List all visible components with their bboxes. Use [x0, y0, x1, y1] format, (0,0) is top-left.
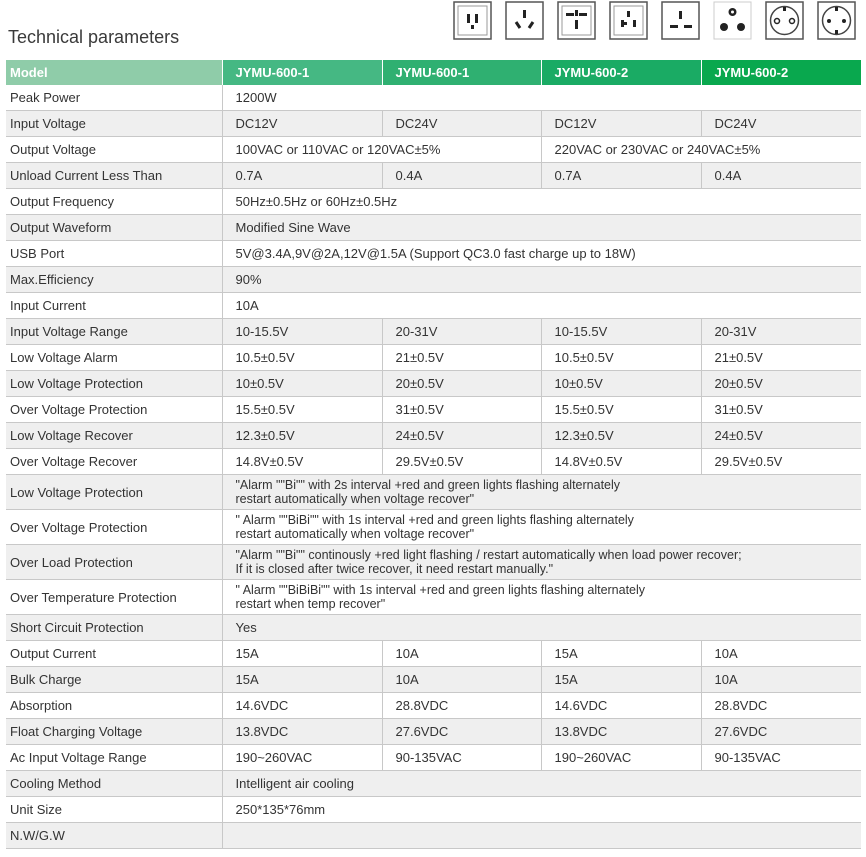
row-value: 0.7A	[222, 163, 382, 189]
row-value: 13.8VDC	[222, 719, 382, 745]
row-value-line: restart when temp recover"	[235, 597, 386, 611]
row-label: Input Current	[6, 293, 222, 319]
row-label: Over Voltage Recover	[6, 449, 222, 475]
row-value: 100VAC or 110VAC or 120VAC±5%	[222, 137, 541, 163]
table-row	[6, 189, 861, 215]
row-value: 20±0.5V	[701, 371, 861, 397]
row-value: 250*135*76mm	[222, 797, 861, 823]
row-label: Input Voltage	[6, 111, 222, 137]
row-value: 90-135VAC	[382, 745, 541, 771]
header-col1: JYMU-600-1	[222, 60, 382, 85]
table-row	[6, 693, 861, 719]
row-value: 10±0.5V	[222, 371, 382, 397]
us-plug-icon	[453, 1, 492, 40]
row-value	[222, 823, 861, 849]
row-value	[222, 580, 861, 615]
row-label: Low Voltage Protection	[6, 475, 222, 510]
row-value: 10A	[222, 293, 861, 319]
row-value-line: " Alarm ""BiBiBi"" with 1s interval +red and green lights flashing alternately	[235, 583, 646, 597]
table-row	[6, 641, 861, 667]
eu-socket-icon	[817, 1, 856, 40]
row-value: 14.6VDC	[222, 693, 382, 719]
row-label: Absorption	[6, 693, 222, 719]
row-value: 21±0.5V	[701, 345, 861, 371]
row-value: 15A	[222, 641, 382, 667]
row-value: 28.8VDC	[701, 693, 861, 719]
row-value: 220VAC or 230VAC or 240VAC±5%	[541, 137, 861, 163]
table-row	[6, 163, 861, 189]
row-value: 13.8VDC	[541, 719, 701, 745]
table-row	[6, 215, 861, 241]
row-value	[222, 545, 861, 580]
row-value: 0.4A	[701, 163, 861, 189]
table-row	[6, 319, 861, 345]
row-value: 0.4A	[382, 163, 541, 189]
row-value: 10A	[382, 641, 541, 667]
row-label: Output Voltage	[6, 137, 222, 163]
row-value: 31±0.5V	[701, 397, 861, 423]
row-value: 15A	[222, 667, 382, 693]
row-label: Over Voltage Protection	[6, 510, 222, 545]
row-value-line: "Alarm ""Bi"" continously +red light flashing / restart automatically when load power recover;	[235, 548, 742, 562]
table-row	[6, 345, 861, 371]
row-value: 31±0.5V	[382, 397, 541, 423]
table-row	[6, 475, 861, 510]
row-label: Over Voltage Protection	[6, 397, 222, 423]
row-value: 29.5V±0.5V	[701, 449, 861, 475]
row-value: 15.5±0.5V	[222, 397, 382, 423]
row-value: 12.3±0.5V	[541, 423, 701, 449]
row-value	[222, 510, 861, 545]
row-value: 10.5±0.5V	[541, 345, 701, 371]
eu-schuko-socket-icon	[765, 1, 804, 40]
table-row	[6, 371, 861, 397]
row-value: 20±0.5V	[382, 371, 541, 397]
row-value: 10A	[701, 667, 861, 693]
row-label: Low Voltage Recover	[6, 423, 222, 449]
row-value: 14.8V±0.5V	[541, 449, 701, 475]
table-row	[6, 510, 861, 545]
row-label: Max.Efficiency	[6, 267, 222, 293]
row-value-line: If it is closed after twice recover, it need restart manually."	[235, 562, 554, 576]
row-value: 14.6VDC	[541, 693, 701, 719]
row-value: DC24V	[382, 111, 541, 137]
row-label: Output Waveform	[6, 215, 222, 241]
spec-table	[6, 60, 861, 849]
table-row	[6, 823, 861, 849]
table-row	[6, 580, 861, 615]
row-value: 14.8V±0.5V	[222, 449, 382, 475]
row-value: DC12V	[222, 111, 382, 137]
table-row	[6, 241, 861, 267]
row-label: Low Voltage Protection	[6, 371, 222, 397]
row-label: N.W/G.W	[6, 823, 222, 849]
row-label: Over Temperature Protection	[6, 580, 222, 615]
row-label: Float Charging Voltage	[6, 719, 222, 745]
row-value: 24±0.5V	[382, 423, 541, 449]
row-label: Unit Size	[6, 797, 222, 823]
row-value: 50Hz±0.5Hz or 60Hz±0.5Hz	[222, 189, 861, 215]
row-value: DC12V	[541, 111, 701, 137]
row-value: 27.6VDC	[701, 719, 861, 745]
table-body	[6, 85, 861, 849]
row-value: Yes	[222, 615, 861, 641]
sa-plug-icon	[713, 1, 752, 40]
row-value: Intelligent air cooling	[222, 771, 861, 797]
row-value: 20-31V	[382, 319, 541, 345]
table-row	[6, 771, 861, 797]
row-value: 10-15.5V	[541, 319, 701, 345]
table-row	[6, 137, 861, 163]
row-value: 24±0.5V	[701, 423, 861, 449]
row-label: USB Port	[6, 241, 222, 267]
row-label: Short Circuit Protection	[6, 615, 222, 641]
row-label: Ac Input Voltage Range	[6, 745, 222, 771]
page-title: Technical parameters	[8, 27, 180, 47]
row-value: 0.7A	[541, 163, 701, 189]
row-value: 15.5±0.5V	[541, 397, 701, 423]
table-row	[6, 293, 861, 319]
row-value-line: restart automatically when voltage recover"	[235, 492, 475, 506]
row-label: Bulk Charge	[6, 667, 222, 693]
table-row	[6, 267, 861, 293]
table-row	[6, 85, 861, 111]
row-value: Modified Sine Wave	[222, 215, 861, 241]
header-model: Model	[6, 60, 222, 85]
row-value: 12.3±0.5V	[222, 423, 382, 449]
row-value	[222, 475, 861, 510]
table-row	[6, 545, 861, 580]
row-value: 10.5±0.5V	[222, 345, 382, 371]
japan-plug-icon	[661, 1, 700, 40]
row-value: 1200W	[222, 85, 861, 111]
row-value: 15A	[541, 641, 701, 667]
table-row	[6, 449, 861, 475]
header-col4: JYMU-600-2	[701, 60, 861, 85]
row-value: 5V@3.4A,9V@2A,12V@1.5A (Support QC3.0 fast charge up to 18W)	[222, 241, 861, 267]
au-plug-icon	[505, 1, 544, 40]
table-row	[6, 719, 861, 745]
row-value: 10A	[382, 667, 541, 693]
row-label: Unload Current Less Than	[6, 163, 222, 189]
row-label: Low Voltage Alarm	[6, 345, 222, 371]
table-row	[6, 615, 861, 641]
row-label: Output Frequency	[6, 189, 222, 215]
row-value: DC24V	[701, 111, 861, 137]
row-value: 190~260VAC	[541, 745, 701, 771]
row-value: 15A	[541, 667, 701, 693]
row-value: 20-31V	[701, 319, 861, 345]
row-value: 10-15.5V	[222, 319, 382, 345]
row-value-line: "Alarm ""Bi"" with 2s interval +red and green lights flashing alternately	[235, 478, 621, 492]
table-row	[6, 397, 861, 423]
row-value: 27.6VDC	[382, 719, 541, 745]
row-value: 28.8VDC	[382, 693, 541, 719]
row-label: Peak Power	[6, 85, 222, 111]
row-label: Input Voltage Range	[6, 319, 222, 345]
row-value: 10±0.5V	[541, 371, 701, 397]
header-col2: JYMU-600-1	[382, 60, 541, 85]
row-label: Over Load Protection	[6, 545, 222, 580]
table-row	[6, 667, 861, 693]
row-value-line: " Alarm ""BiBi"" with 1s interval +red and green lights flashing alternately	[235, 513, 634, 527]
header-col3: JYMU-600-2	[541, 60, 701, 85]
row-value: 190~260VAC	[222, 745, 382, 771]
table-row	[6, 423, 861, 449]
row-label: Cooling Method	[6, 771, 222, 797]
table-row	[6, 797, 861, 823]
table-row	[6, 745, 861, 771]
uk-plug-icon	[557, 1, 596, 40]
row-value: 21±0.5V	[382, 345, 541, 371]
row-value: 90-135VAC	[701, 745, 861, 771]
row-value: 29.5V±0.5V	[382, 449, 541, 475]
row-label: Output Current	[6, 641, 222, 667]
table-header-row	[6, 60, 861, 85]
row-value-line: restart automatically when voltage recover"	[235, 527, 475, 541]
row-value: 10A	[701, 641, 861, 667]
universal-plug-icon	[609, 1, 648, 40]
table-row	[6, 111, 861, 137]
row-value: 90%	[222, 267, 861, 293]
